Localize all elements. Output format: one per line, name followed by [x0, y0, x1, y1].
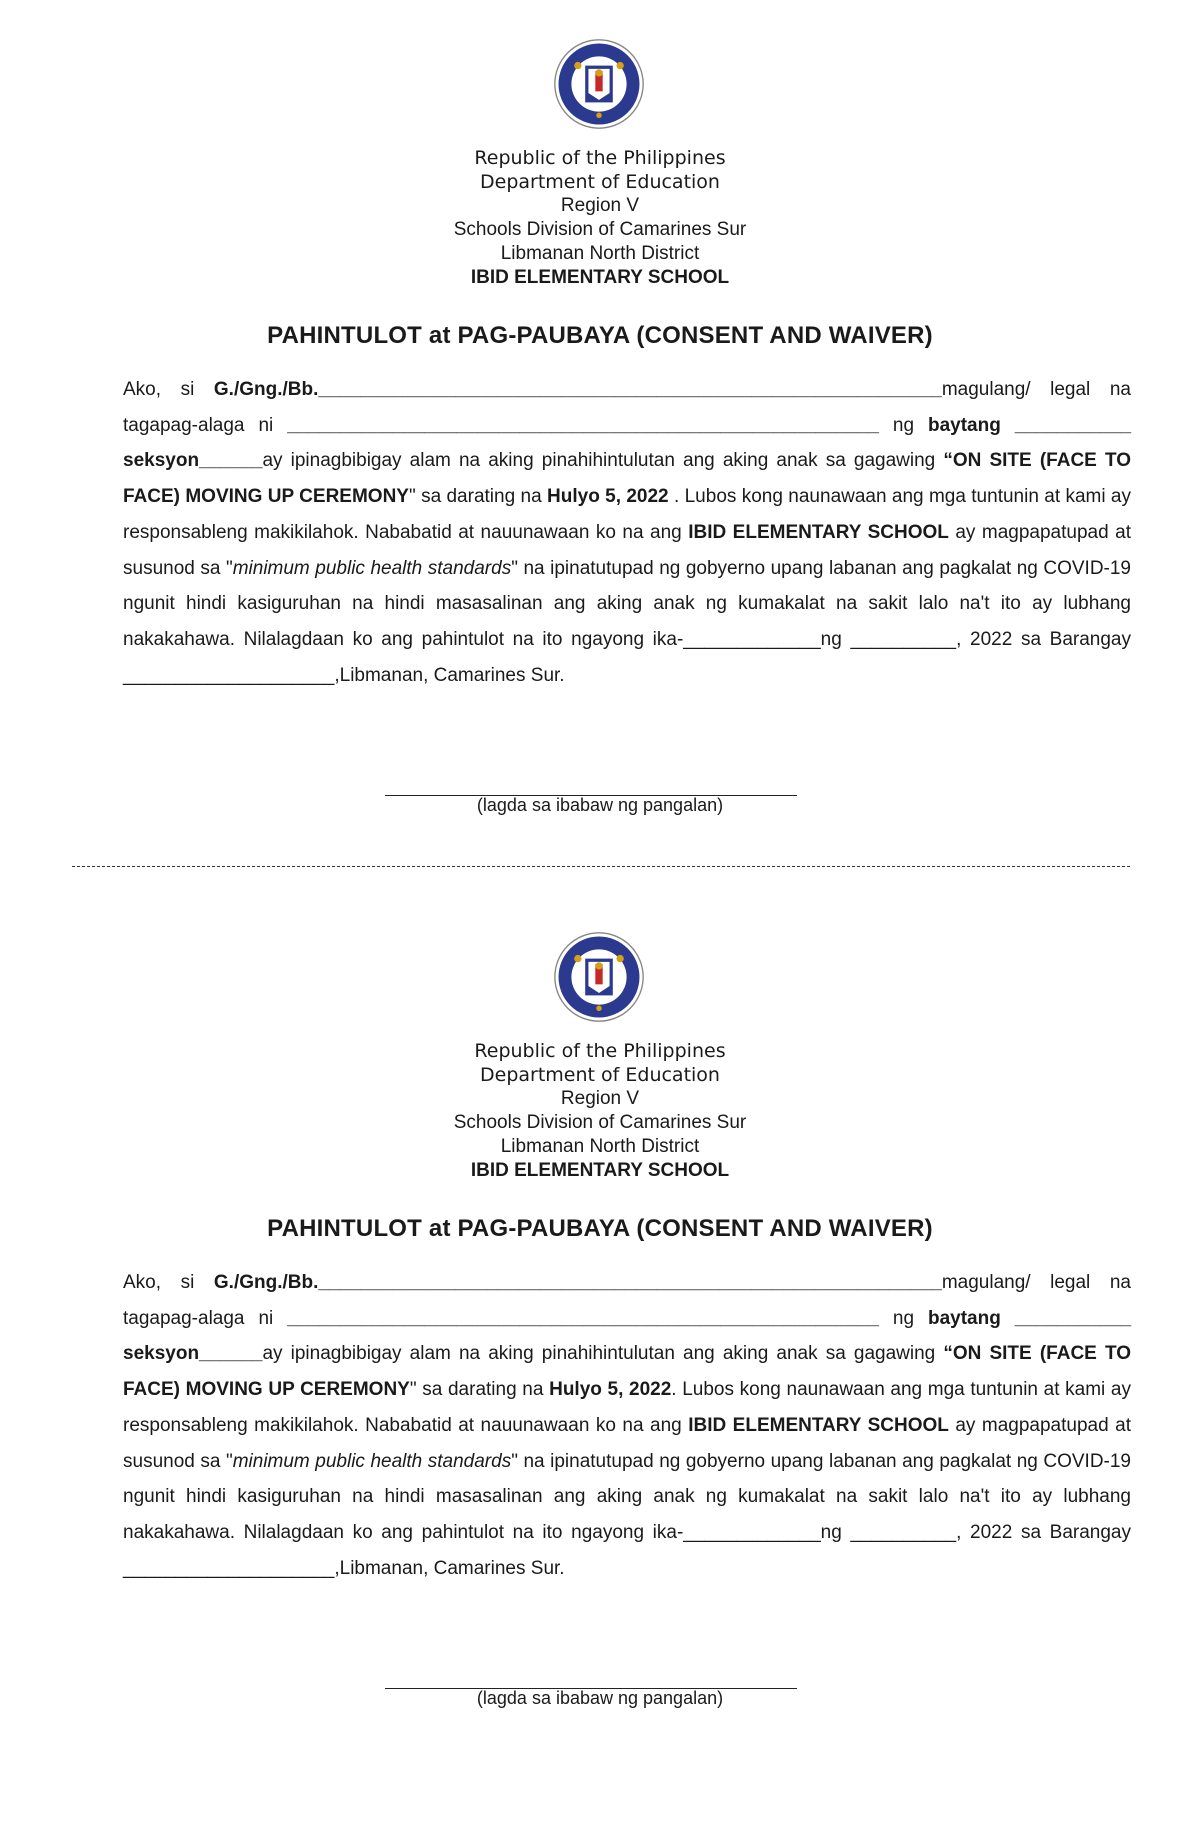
signature-label: (lagda sa ibabaw ng pangalan) [476, 1688, 724, 1708]
day-blank[interactable]: _____________ [683, 1521, 821, 1543]
consent-paragraph: Ako, si G./Gng./Bb.___________________________________________________________magulang/ legal na tagapag-alaga ni ________________________________________________________ ng baytang ___________ seksyon______ay ipinagbibigay alam na aking pinahihintulutan ang aking anak sa gagawing “ON SITE (FACE TO FACE) MOVING UP CEREMONY" sa darating na Hulyo 5, 2022. Lubos kong naunawaan ang mga tuntunin at kami ay responsableng makikilahok. Nababatid at nauunawaan ko na ang IBID ELEMENTARY SCHOOL ay magpapatupad at susunod sa "minimum public health standards" na ipinatutupad ng gobyerno upang labanan ang pagkalat ng COVID-19 ngunit hindi kasiguruhan na hindi masasalinan ang aking anak ng kumakalat na sakit lalo na't ito ay lubhang nakakahawa. Nilalagdaan ko ang pahintulot na ito ngayong ika-_____________ng __________, 2022 sa Barangay ____________________,Libmanan, Camarines Sur. [123, 1272, 1132, 1579]
consent-form-2 [0, 893, 1200, 1793]
consent-form-1 [0, 0, 1200, 900]
barangay-blank[interactable]: ____________________ [123, 1557, 335, 1579]
day-blank[interactable]: _____________ [683, 628, 821, 650]
deped-seal-logo [553, 931, 645, 1023]
header-department: Department of Education [480, 171, 720, 193]
header-district: Libmanan North District [500, 243, 700, 264]
consent-paragraph: Ako, si G./Gng./Bb.___________________________________________________________magulang/ legal na tagapag-alaga ni ________________________________________________________ ng baytang ___________ seksyon______ay ipinagbibigay alam na aking pinahihintulutan ang aking anak sa gagawing “ON SITE (FACE TO FACE) MOVING UP CEREMONY" sa darating na Hulyo 5, 2022 . Lubos kong naunawaan ang mga tuntunin at kami ay responsableng makikilahok. Nababatid at nauunawaan ko na ang IBID ELEMENTARY SCHOOL ay magpapatupad at susunod sa "minimum public health standards" na ipinatutupad ng gobyerno upang labanan ang pagkalat ng COVID-19 ngunit hindi kasiguruhan na hindi masasalinan ang aking anak ng kumakalat na sakit lalo na't ito ay lubhang nakakahawa. Nilalagdaan ko ang pahintulot na ito ngayong ika-_____________ng __________, 2022 sa Barangay ____________________,Libmanan, Camarines Sur. [123, 379, 1132, 686]
child-name-blank[interactable]: ________________________________________________________ [287, 414, 879, 436]
guardian-name-blank[interactable]: ___________________________________________________________ [318, 1272, 942, 1293]
section-blank[interactable]: ______ [199, 1343, 263, 1365]
form-title: PAHINTULOT at PAG-PAUBAYA (CONSENT AND WAIVER) [267, 1215, 933, 1242]
child-name-blank[interactable]: ________________________________________________________ [287, 1307, 879, 1329]
header-division: Schools Division of Camarines Sur [453, 219, 747, 240]
section-blank[interactable]: ______ [199, 450, 263, 472]
header-region: Region V [560, 1088, 640, 1109]
deped-seal-logo [553, 38, 645, 130]
header-republic: Republic of the Philippines [474, 1040, 726, 1062]
guardian-name-blank[interactable]: ___________________________________________________________ [318, 379, 942, 400]
grade-blank[interactable]: ___________ [1000, 1307, 1132, 1329]
header-republic: Republic of the Philippines [474, 147, 726, 169]
cut-line-divider [72, 866, 1130, 867]
header-division: Schools Division of Camarines Sur [453, 1112, 747, 1133]
month-blank[interactable]: __________ [850, 628, 957, 650]
month-blank[interactable]: __________ [850, 1521, 957, 1543]
header-district: Libmanan North District [500, 1136, 700, 1157]
barangay-blank[interactable]: ____________________ [123, 664, 335, 686]
header-school: IBID ELEMENTARY SCHOOL [470, 267, 730, 288]
header-school: IBID ELEMENTARY SCHOOL [470, 1160, 730, 1181]
header-department: Department of Education [480, 1064, 720, 1086]
signature-label: (lagda sa ibabaw ng pangalan) [476, 795, 724, 815]
header-region: Region V [560, 195, 640, 216]
grade-blank[interactable]: ___________ [1000, 414, 1132, 436]
form-title: PAHINTULOT at PAG-PAUBAYA (CONSENT AND WAIVER) [267, 322, 933, 349]
